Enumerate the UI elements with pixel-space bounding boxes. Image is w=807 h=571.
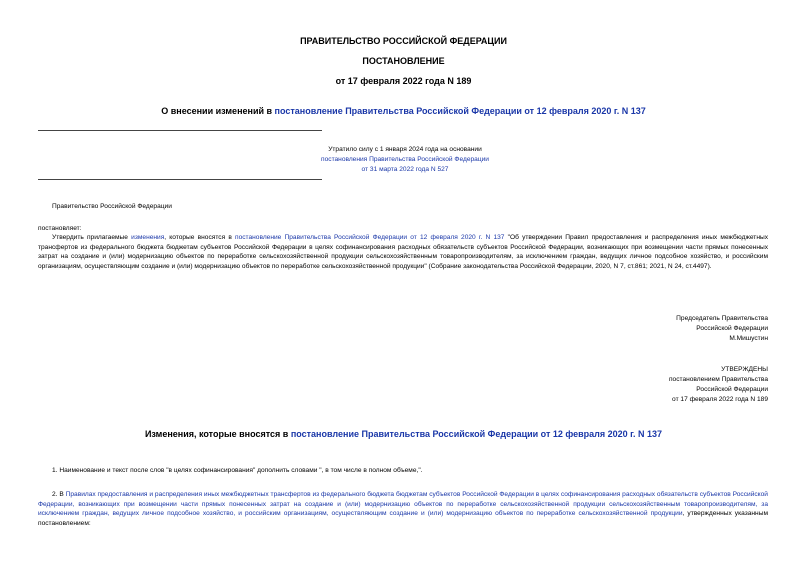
- p1-link-resolution[interactable]: постановление Правительства Российской Федерации от 12 февраля 2020 г. N 137: [235, 234, 505, 241]
- approved-line-1: УТВЕРЖДЕНЫ: [721, 366, 768, 373]
- divider-bottom: [38, 179, 322, 180]
- divider-top: [38, 130, 322, 131]
- decides-text: постановляет:: [38, 225, 82, 232]
- doc-title: [0, 106, 807, 116]
- p1-text-c: "Об утверждении Правил предоставления и распределения иных межбюджетных трансфертов из федерального бюджета бюджетам субъектов Российской Федерации в целях софинансирования расходных обязательств субъектов Российской Федерации, возникающих при возмещении части прямых понесенных затрат на создание и (или) модернизацию объектов по переработке сельскохозяйственной продукции сельскохозяйственным товаропроизводителям, за исключением граждан, ведущих личное подсобное хозяйство, и российским организациям, осуществляющим создание и (или) модернизацию объектов по переработке сельскохозяйственной продукции" (Собрание законодательства Российской Федерации, 2020, N 7, ст.861; 2021, N 24, ст.4497).: [38, 234, 769, 270]
- item-2: [38, 490, 768, 528]
- p1-text-a: Утвердить прилагаемые: [52, 234, 132, 241]
- item-1: 1. Наименование и текст после слов "в целях софинансирования" дополнить словами ", в том числе в полном объеме,".: [52, 467, 423, 474]
- item-2-text-b: , утвержденных указанным постановлением:: [38, 510, 768, 527]
- changes-title-prefix: Изменения, которые вносятся в: [144, 429, 291, 439]
- p1-text-b: , которые вносятся в: [164, 234, 236, 241]
- doc-date-heading: от 17 февраля 2022 года N 189: [335, 76, 472, 86]
- signature-block: [468, 314, 768, 344]
- paragraph-1: [38, 233, 768, 271]
- signature-line-3: М.Мишустин: [729, 335, 768, 342]
- doc-type-heading: ПОСТАНОВЛЕНИЕ: [362, 56, 445, 66]
- p1-link-changes[interactable]: изменения: [131, 234, 165, 241]
- issuer-text: Правительство Российской Федерации: [52, 203, 172, 210]
- government-heading: ПРАВИТЕЛЬСТВО РОССИЙСКОЙ ФЕДЕРАЦИИ: [300, 36, 507, 46]
- approved-block: [468, 365, 768, 405]
- approved-line-2: постановлением Правительства: [668, 376, 768, 383]
- status-link-line-2[interactable]: постановления Правительства Российской Федерации: [321, 156, 489, 163]
- status-block: [240, 145, 570, 175]
- item-2-text-a: 2. В: [52, 491, 66, 498]
- changes-title: [0, 429, 807, 439]
- item-2-link-rules[interactable]: Правилах предоставления и распределения иных межбюджетных трансфертов из федерального бюджета бюджетам субъектов Российской Федерации в целях софинансирования расходных обязательств субъектов Российской Федерации, возникающих при возмещении части прямых понесенных затрат на создание и (или) модернизацию объектов по переработке сельскохозяйственной продукции сельскохозяйственным товаропроизводителям, за исключением граждан, ведущих личное подсобное хозяйство, и российским организациям, осуществляющим создание и (или) модернизацию объектов по переработке сельскохозяйственной продукции: [38, 491, 768, 518]
- doc-title-link[interactable]: постановление Правительства Российской Федерации от 12 февраля 2020 г. N 137: [274, 106, 646, 116]
- signature-line-1: Председатель Правительства: [676, 315, 768, 322]
- signature-line-2: Российской Федерации: [696, 325, 768, 332]
- approved-line-3: Российской Федерации: [696, 386, 768, 393]
- approved-line-4: от 17 февраля 2022 года N 189: [672, 396, 768, 403]
- status-link-line-3[interactable]: от 31 марта 2022 года N 527: [361, 166, 449, 173]
- status-line-1: Утратило силу с 1 января 2024 года на основании: [328, 146, 482, 153]
- doc-title-prefix: О внесении изменений в: [161, 106, 275, 116]
- changes-title-link[interactable]: постановление Правительства Российской Федерации от 12 февраля 2020 г. N 137: [290, 429, 663, 439]
